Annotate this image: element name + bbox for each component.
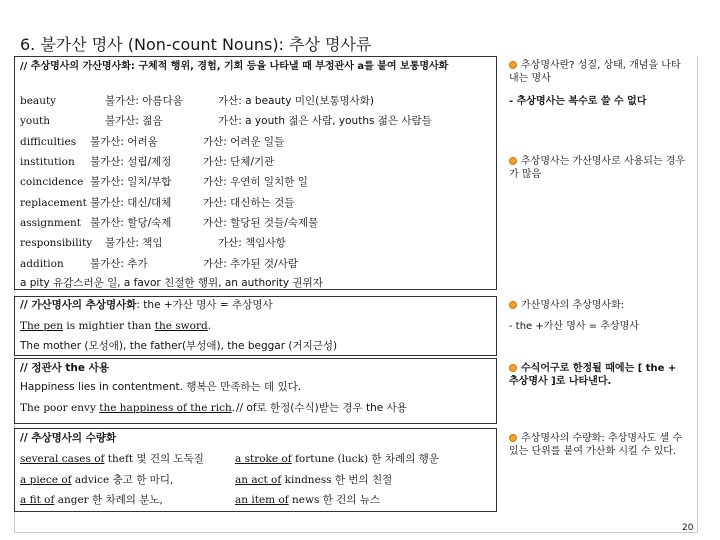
row-count: 가산: 대신하는 것들 xyxy=(203,197,295,209)
section1-side-note2 xyxy=(509,155,689,181)
row-count: 가산: 우연히 일치한 일 xyxy=(203,176,308,188)
section2-side-note xyxy=(509,299,689,312)
row-noncount: 불가산: 책임 xyxy=(105,237,163,249)
row-word: youth xyxy=(20,115,50,127)
ex-underlined: an act of xyxy=(235,474,282,486)
quantity-right xyxy=(235,453,439,466)
heading-rest: : the +가산 명사 = 추상명사 xyxy=(136,299,273,311)
row-noncount: 불가산: 일치/부합 xyxy=(90,176,172,188)
ex-text: kindness 한 번의 친절 xyxy=(281,474,393,486)
section1-side-note xyxy=(509,59,689,85)
ex-underlined: a stroke of xyxy=(235,453,292,465)
section3-example1: Happiness lies in contentment. 행복은 만족하는 데 있다. xyxy=(20,381,302,393)
row-noncount: 불가산: 할당/숙제 xyxy=(90,217,172,229)
row-word: assignment xyxy=(20,217,82,229)
section4-side-note xyxy=(509,432,689,458)
ex-underlined: the sword xyxy=(154,320,208,332)
row-word: replacement xyxy=(20,197,87,209)
section3-example2 xyxy=(20,402,235,415)
ex-underlined: a fit of xyxy=(20,494,55,506)
row-word: coincidence xyxy=(20,176,84,188)
row-word: responsibility xyxy=(20,237,93,249)
row-word: institution xyxy=(20,156,75,168)
row-word: addition xyxy=(20,258,64,270)
ex-text: is mightier than xyxy=(63,320,155,332)
ex-underlined: an item of xyxy=(235,494,289,506)
bullet-icon xyxy=(509,301,517,309)
ex-underlined: a piece of xyxy=(20,474,72,486)
ex-text: . xyxy=(207,320,212,332)
quantity-right xyxy=(235,474,392,487)
row-count: 가산: 책임사항 xyxy=(218,237,286,249)
ex-text: theft 몇 건의 도둑질 xyxy=(104,453,204,465)
page-title: 6. 불가산 명사 (Non-count Nouns): 추상 명사류 xyxy=(20,35,372,54)
ex-text: advice 충고 한 마디, xyxy=(71,474,174,486)
quantity-left xyxy=(20,474,173,487)
row-noncount: 불가산: 어려움 xyxy=(90,136,158,148)
side-text: 수식어구로 한정될 때에는 [ the + 추상명사 ]로 나타낸다. xyxy=(509,363,677,387)
side-text: 추상명사란? 성질, 상태, 개념을 나타내는 명사 xyxy=(509,60,681,84)
side-text: 가산명사의 추상명사화: xyxy=(521,300,625,311)
row-word: difficulties xyxy=(20,136,77,148)
section3-heading: // 정관사 the 사용 xyxy=(20,362,109,374)
section2-heading xyxy=(20,299,273,312)
quantity-right xyxy=(235,494,380,507)
ex-text: fortune (luck) 한 차례의 행운 xyxy=(291,453,439,465)
section3-note: // of로 한정(수식)받는 경우 the 사용 xyxy=(236,402,407,414)
row-count: 가산: 단체/기관 xyxy=(203,156,275,168)
section1-side-rule: - 추상명사는 복수로 쓸 수 없다 xyxy=(509,96,647,107)
section2-side-rule: - the +가산 명사 = 추상명사 xyxy=(509,321,639,332)
ex-text: The poor envy xyxy=(20,402,100,414)
side-text: 추상명사는 가산명사로 사용되는 경우가 많음 xyxy=(509,156,686,180)
row-noncount: 불가산: 설립/제정 xyxy=(90,156,172,168)
row-noncount: 불가산: 추가 xyxy=(90,258,148,270)
row-noncount: 불가산: 젊음 xyxy=(105,115,163,127)
row-word: beauty xyxy=(20,95,57,107)
ex-text: news 한 건의 뉴스 xyxy=(288,494,381,506)
ex-underlined: the happiness of the rich xyxy=(99,402,232,414)
quantity-left xyxy=(20,494,163,507)
section4-heading: // 추상명사의 수량화 xyxy=(20,432,117,444)
section1-extra: a pity 유감스러운 일, a favor 친절한 행위, an authority 권위자 xyxy=(20,277,323,289)
bullet-icon xyxy=(509,434,517,442)
section2-example2: The mother (모성애), the father(부성애), the beggar (거지근성) xyxy=(20,340,338,352)
row-count: 가산: 추가된 것/사람 xyxy=(203,258,298,270)
bullet-icon xyxy=(509,364,517,372)
row-count: 가산: 어려운 일들 xyxy=(203,136,285,148)
ex-underlined: several cases of xyxy=(20,453,105,465)
section3-side-note xyxy=(509,362,689,388)
row-count: 가산: a youth 젊은 사람, youths 젊은 사람들 xyxy=(218,115,432,127)
row-noncount: 불가산: 대신/대체 xyxy=(90,197,172,209)
row-noncount: 불가산: 아름다움 xyxy=(105,95,183,107)
section1-box xyxy=(14,56,497,290)
quantity-left xyxy=(20,453,204,466)
page-number: 20 xyxy=(682,523,694,533)
section1-heading: // 추상명사의 가산명사화: 구체적 행위, 경험, 기회 등을 나타낼 때 부정관사 a를 붙여 보통명사화 xyxy=(20,61,449,72)
heading-bold: // 가산명사의 추상명사화 xyxy=(20,299,137,311)
ex-text: . xyxy=(231,402,236,414)
bullet-icon xyxy=(509,157,517,165)
side-text: 추상명사의 수량화: 추상명사도 셀 수 있는 단위를 붙여 가산화 시킬 수 있다. xyxy=(509,433,682,457)
section2-example1 xyxy=(20,320,211,333)
ex-underlined: The pen xyxy=(20,320,64,332)
ex-text: anger 한 차례의 분노, xyxy=(54,494,163,506)
row-count: 가산: 할당된 것들/숙제물 xyxy=(203,217,319,229)
bullet-icon xyxy=(509,61,517,69)
row-count: 가산: a beauty 미인(보통명사화) xyxy=(218,95,375,107)
